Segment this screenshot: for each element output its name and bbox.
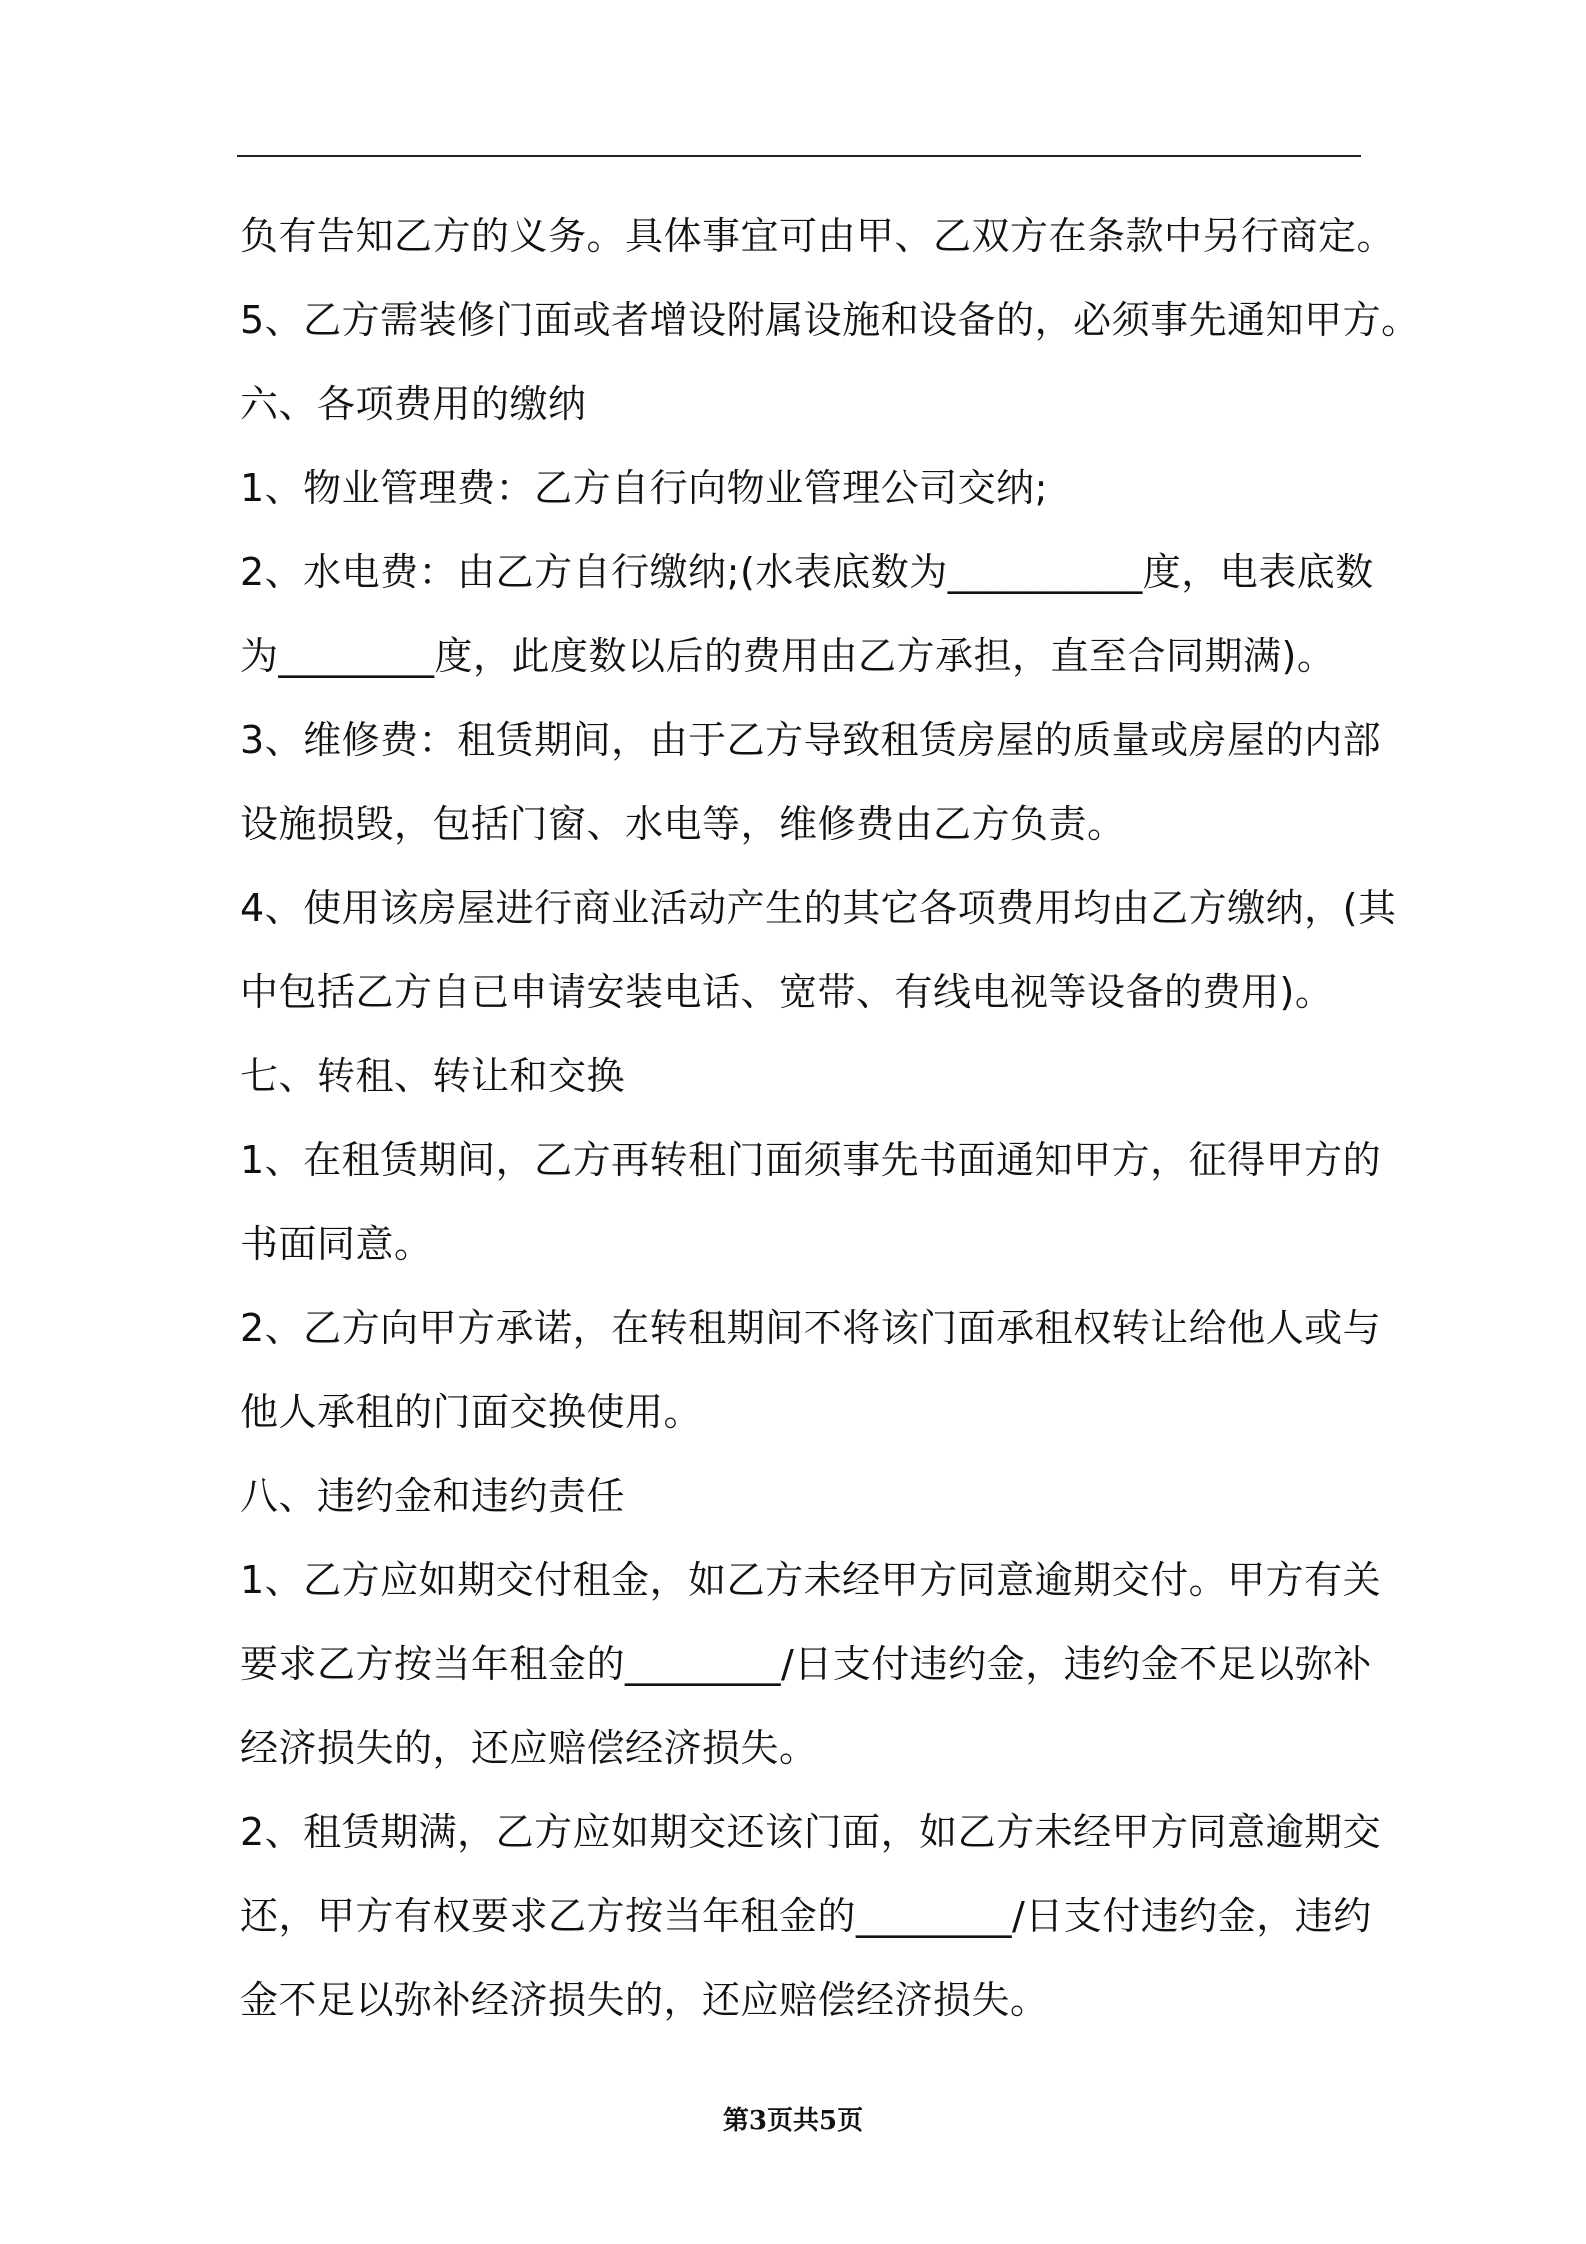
section-heading: 六、各项费用的缴纳 [240, 382, 587, 426]
text-line: 2、乙方向甲方承诺，在转租期间不将该门面承租权转让给他人或与 [240, 1306, 1382, 1350]
text-line: 2、租赁期满，乙方应如期交还该门面，如乙方未经甲方同意逾期交 [240, 1810, 1382, 1854]
text-line: 书面同意。 [240, 1222, 433, 1266]
page-number: 第3页共5页 [722, 2106, 864, 2136]
text-line: 为________度，此度数以后的费用由乙方承担，直至合同期满)。 [240, 634, 1336, 678]
text-line: 金不足以弥补经济损失的，还应赔偿经济损失。 [240, 1978, 1049, 2022]
text-line: 1、在租赁期间，乙方再转租门面须事先书面通知甲方，征得甲方的 [240, 1138, 1382, 1182]
text-line: 1、物业管理费：乙方自行向物业管理公司交纳; [240, 466, 1048, 510]
text-line: 5、乙方需装修门面或者增设附属设施和设备的，必须事先通知甲方。 [240, 298, 1420, 342]
text-line: 设施损毁，包括门窗、水电等，维修费由乙方负责。 [240, 802, 1126, 846]
text-line: 他人承租的门面交换使用。 [240, 1390, 703, 1434]
text-line: 2、水电费：由乙方自行缴纳;(水表底数为__________度，电表底数 [240, 550, 1374, 594]
section-heading: 八、违约金和违约责任 [240, 1474, 626, 1518]
text-line: 还，甲方有权要求乙方按当年租金的________/日支付违约金，违约 [240, 1894, 1372, 1938]
document-body [240, 194, 1420, 2042]
text-line: 中包括乙方自已申请安装电话、宽带、有线电视等设备的费用)。 [240, 970, 1334, 1014]
text-line: 4、使用该房屋进行商业活动产生的其它各项费用均由乙方缴纳，(其 [240, 886, 1397, 930]
text-line: 要求乙方按当年租金的________/日支付违约金，违约金不足以弥补 [240, 1642, 1372, 1686]
text-line: 3、维修费：租赁期间，由于乙方导致租赁房屋的质量或房屋的内部 [240, 718, 1382, 762]
text-line: 负有告知乙方的义务。具体事宜可由甲、乙双方在条款中另行商定。 [240, 214, 1396, 258]
section-heading: 七、转租、转让和交换 [240, 1054, 626, 1098]
text-line: 经济损失的，还应赔偿经济损失。 [240, 1726, 818, 1770]
header-rule [237, 155, 1361, 157]
text-line: 1、乙方应如期交付租金，如乙方未经甲方同意逾期交付。甲方有关 [240, 1558, 1382, 1602]
